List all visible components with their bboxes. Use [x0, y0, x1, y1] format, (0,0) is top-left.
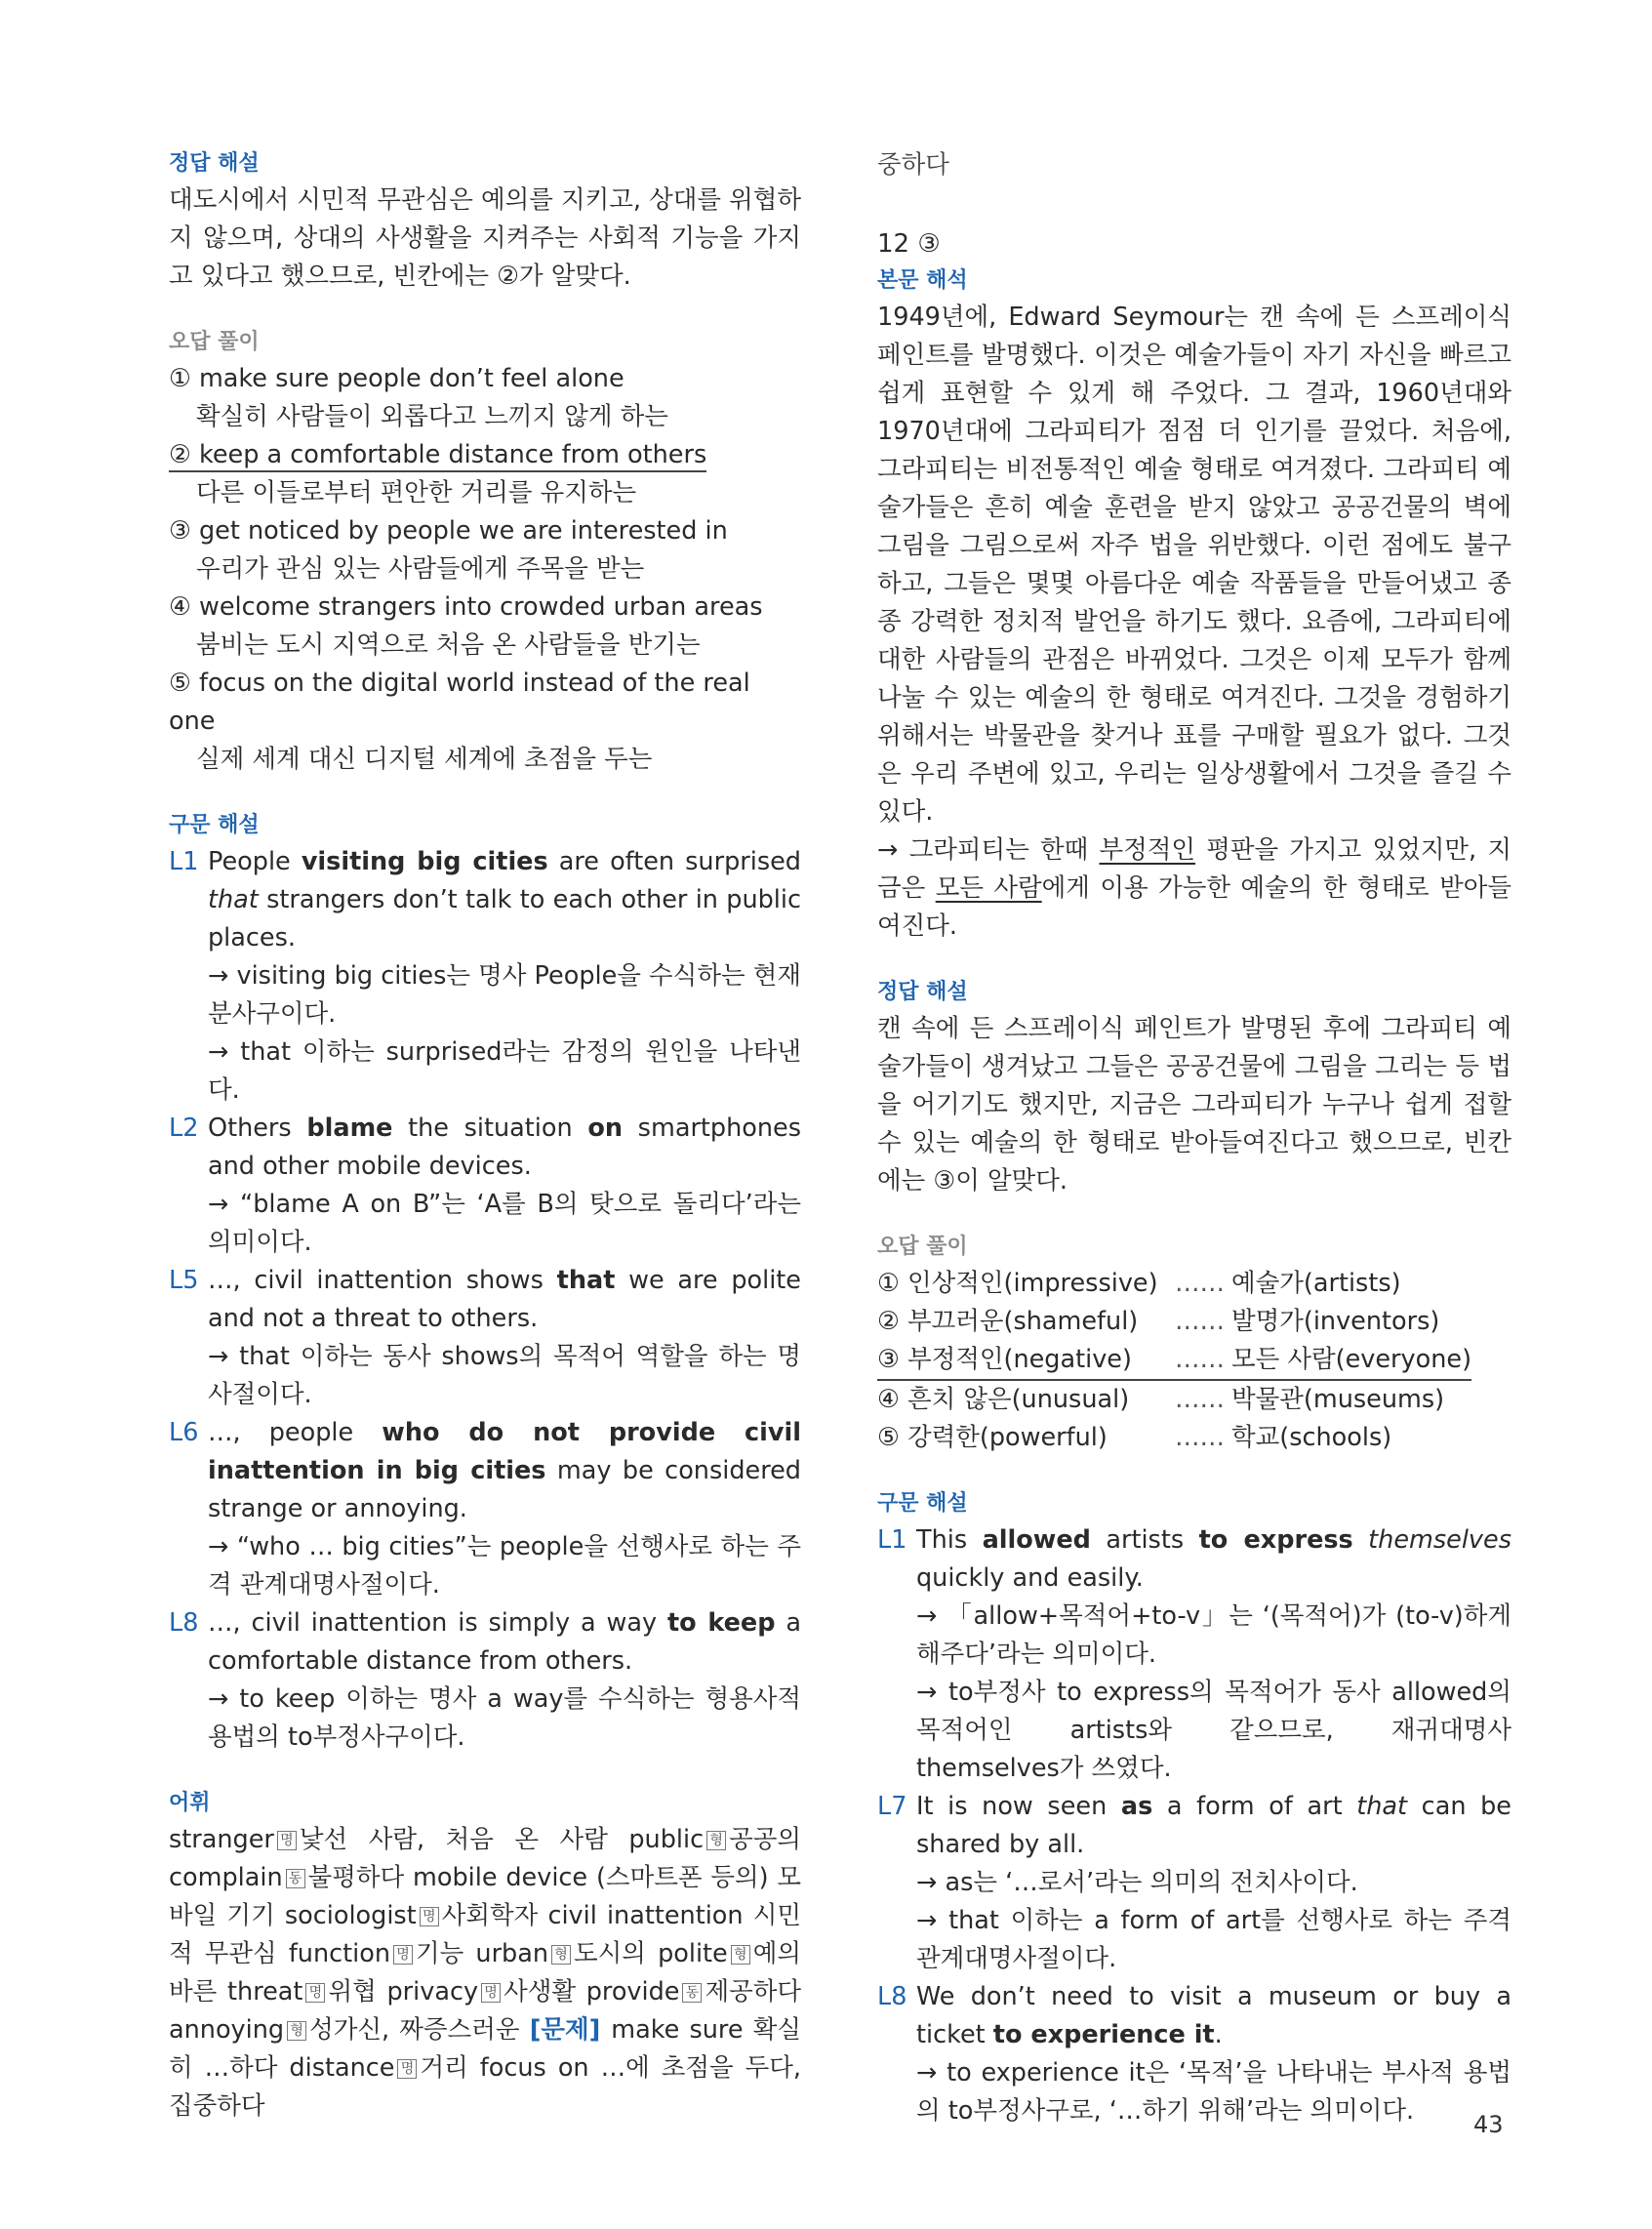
vocab-meaning: 성가신, 짜증스러운: [309, 2015, 520, 2045]
vocab-word: complain: [169, 1863, 283, 1892]
part-of-speech-mark: 명: [481, 1983, 501, 2003]
syntax-sentence: We don’t need to visit a museum or buy a ticket to experience it.: [916, 1982, 1511, 2049]
vocab-meaning: 공공의: [729, 1825, 801, 1854]
part-of-speech-mark: 명: [277, 1831, 297, 1850]
option-2-ko: 다른 이들로부터 편안한 거리를 유지하는: [196, 478, 637, 507]
vocab-word: focus on: [479, 2053, 589, 2083]
option-5-ko: 실제 세계 대신 디지털 세계에 초점을 두는: [196, 745, 653, 774]
part-of-speech-mark: 명: [393, 1945, 413, 1965]
answer-heading: 정답 해설: [169, 151, 260, 176]
option-5-en: ⑤ focus on the digital world instead of the real one: [169, 669, 750, 736]
line-tag: L1: [877, 1525, 907, 1555]
answer-heading: 정답 해설: [877, 980, 968, 1004]
line-tag: L2: [169, 1114, 199, 1143]
option-4-en: ④ welcome strangers into crowded urban areas: [169, 592, 763, 622]
line-tag: L6: [169, 1418, 199, 1447]
line-tag: L8: [877, 1982, 907, 2011]
vocab-word: annoying: [169, 2015, 285, 2045]
option-1-en: ① make sure people don’t feel alone: [169, 364, 625, 393]
syntax-note: → “who … big cities”는 people을 선행사로 하는 주격 관계대명사절이다.: [208, 1532, 801, 1600]
part-of-speech-mark: 형: [706, 1831, 726, 1850]
part-of-speech-mark: 동: [682, 1983, 702, 2003]
syntax-note: → “blame A on B”는 ‘A를 B의 탓으로 돌리다’라는 의미이다.: [208, 1190, 801, 1257]
vocab-word: urban: [475, 1939, 549, 1968]
answer-text: 대도시에서 시민적 무관심은 예의를 지키고, 상대를 위협하지 않으며, 상대의 사생활을 지켜주는 사회적 기능을 가지고 있다고 했으므로, 빈칸에는 ②가 알맞다.: [169, 185, 801, 291]
syntax-sentence: …, people who do not provide civil inattention in big cities may be considered strange or annoying.: [208, 1418, 801, 1523]
page-number: 43: [1473, 2111, 1504, 2138]
vocab-meaning: 도시의: [574, 1939, 646, 1968]
vocab-problem-tag: [문제]: [529, 2015, 612, 2045]
syntax-heading: 구문 해설: [169, 813, 260, 837]
part-of-speech-mark: 명: [305, 1983, 325, 2003]
vocab-heading: 어휘: [169, 1791, 211, 1815]
option-2-en: ② keep a comfortable distance from others: [169, 440, 706, 472]
vocab-word: mobile device: [413, 1863, 588, 1892]
syntax-sentence: This allowed artists to express themselves quickly and easily.: [916, 1525, 1511, 1593]
option-row: ② 부끄러운(shameful) …… 발명가(inventors): [877, 1307, 1440, 1336]
vocab-word: sociologist: [284, 1901, 417, 1930]
line-tag: L7: [877, 1792, 907, 1821]
body-text: 1949년에, Edward Seymour는 캔 속에 든 스프레이식 페인트를 발명했다. 이것은 예술가들이 자기 자신을 빠르고 쉽게 표현할 수 있게 해 주었다. 그 결과, 1960년대와 1970년대에 그라피티가 점점 더 인기를 끌었다. 처음에, 그라피티는 비전통적인 예술 형태로 여겨졌다. 그라피티 예술가들은 흔히 예술 훈련을 받지 않았고 공공건물의 벽에 그림을 그림으로써 자주 법을 위반했다. 이런 점에도 불구하고, 그들은 몇몇 아름다운 예술 작품들을 만들어냈고 종종 강력한 정치적 발언을 하기도 했다. 요즘에, 그라피티에 대한 사람들의 관점은 바뀌었다. 그것은 이제 모두가 함께 나눌 수 있는 예술의 한 형태로 여겨진다. 그것을 경험하기 위해서는 박물관을 찾거나 표를 구매할 필요가 없다. 그것은 우리 주변에 있고, 우리는 일상생활에서 그것을 즐길 수 있다.: [877, 303, 1511, 827]
vocab-meaning: 예의 바른: [169, 1939, 802, 2006]
vocab-meaning: (스마트폰 등의) 모바일 기기: [169, 1863, 802, 1930]
syntax-item-l8: [169, 1604, 801, 1757]
line-tag: L5: [169, 1266, 199, 1295]
syntax-note: → to부정사 to express의 목적어가 동사 allowed의 목적어인 artists와 같으므로, 재귀대명사 themselves가 쓰였다.: [916, 1678, 1511, 1783]
option-1-ko: 확실히 사람들이 외롭다고 느끼지 않게 하는: [196, 402, 668, 431]
part-of-speech-mark: 명: [397, 2059, 417, 2079]
syntax-note: → that 이하는 surprised라는 감정의 원인을 나타낸다.: [208, 1037, 801, 1105]
option-table: [877, 1265, 1471, 1457]
syntax-item-l1: [877, 1521, 1511, 1788]
part-of-speech-mark: 동: [286, 1869, 305, 1888]
right-column: [877, 146, 1511, 2130]
syntax-heading: 구문 해설: [877, 1491, 968, 1516]
syntax-note: → 「allow+목적어+to-v」는 ‘(목적어)가 (to-v)하게 해주다’라는 의미이다.: [916, 1601, 1511, 1669]
syntax-note: → as는 ‘…로서’라는 의미의 전치사이다.: [916, 1868, 1358, 1897]
syntax-item-l8: [877, 1978, 1511, 2130]
syntax-sentence: Others blame the situation on smartphones and other mobile devices.: [208, 1114, 802, 1181]
vocab-word: make sure: [611, 2015, 744, 2045]
vocab-word: privacy: [386, 1977, 479, 2006]
wrong-heading: 오답 풀이: [877, 1235, 968, 1259]
line-tag: L1: [169, 847, 199, 876]
vocab-meaning: 위협: [328, 1977, 377, 2006]
vocab-meaning: 제공하다: [705, 1977, 802, 2006]
summary-text: → 그라피티는 한때 부정적인 평판을 가지고 있었지만, 지금은 모든 사람에게 이용 가능한 예술의 한 형태로 받아들여진다.: [877, 835, 1512, 941]
syntax-note: → to keep 이하는 명사 a way를 수식하는 형용사적 용법의 to부정사구이다.: [208, 1684, 801, 1752]
vocab-meaning: 낯선 사람, 처음 온 사람: [299, 1825, 608, 1854]
part-of-speech-mark: 명: [420, 1907, 439, 1926]
vocab-word: polite: [658, 1939, 728, 1968]
syntax-note: → visiting big cities는 명사 People을 수식하는 현재분사구이다.: [208, 961, 801, 1029]
option-row-answer: ③ 부정적인(negative) …… 모든 사람(everyone): [877, 1341, 1471, 1380]
vocab-meaning: 시민적 무관심: [169, 1901, 801, 1968]
vocab-word: public: [628, 1825, 705, 1854]
syntax-item-l1: [169, 843, 801, 1110]
left-column: [169, 146, 801, 2126]
syntax-sentence: It is now seen as a form of art that can be shared by all.: [916, 1792, 1511, 1859]
vocab-meaning: 확실히 …하다: [169, 2015, 802, 2083]
syntax-sentence: People visiting big cities are often surprised that strangers don’t talk to each other in public places.: [208, 847, 801, 952]
part-of-speech-mark: 형: [287, 2021, 306, 2041]
option-list: [169, 360, 801, 779]
vocab-meaning: 불평하다: [307, 1863, 405, 1892]
syntax-item-l2: [169, 1110, 801, 1262]
option-3-ko: 우리가 관심 있는 사람들에게 주목을 받는: [196, 554, 645, 584]
syntax-note: → that 이하는 동사 shows의 목적어 역할을 하는 명사절이다.: [208, 1342, 801, 1409]
answer-text: 캔 속에 든 스프레이식 페인트가 발명된 후에 그라피티 예술가들이 생겨났고 그들은 공공건물에 그림을 그리는 등 법을 어기기도 했지만, 지금은 그라피티가 누구나 쉽게 접할 수 있는 예술의 한 형태로 받아들여진다고 했으므로, 빈칸에는 ③이 알맞다.: [877, 1014, 1511, 1196]
line-tag: L8: [169, 1608, 199, 1638]
vocab-meaning: 사생활: [504, 1977, 576, 2006]
vocab-word: provide: [585, 1977, 680, 2006]
vocab-meaning: 거리: [420, 2053, 468, 2083]
option-row: ① 인상적인(impressive) …… 예술가(artists): [877, 1269, 1401, 1298]
option-row: ⑤ 강력한(powerful) …… 학교(schools): [877, 1423, 1392, 1452]
syntax-item-l5: [169, 1262, 801, 1414]
syntax-item-l6: [169, 1414, 801, 1604]
option-3-en: ③ get noticed by people we are interested in: [169, 516, 728, 546]
vocab-meaning: 사회학자: [441, 1901, 539, 1930]
question-number: 12 ③: [877, 229, 941, 259]
syntax-sentence: …, civil inattention shows that we are polite and not a threat to others.: [208, 1266, 801, 1333]
vocab-word: distance: [289, 2053, 395, 2083]
part-of-speech-mark: 형: [551, 1945, 571, 1965]
vocab-meaning: …에 초점을 두다, 집중하다: [169, 2053, 802, 2121]
syntax-note: → that 이하는 a form of art를 선행사로 하는 주격 관계대명사절이다.: [916, 1906, 1511, 1973]
syntax-item-l7: [877, 1788, 1511, 1978]
prev-continuation: 중하다: [877, 150, 949, 180]
syntax-note: → to experience it은 ‘목적’을 나타내는 부사적 용법의 to부정사구로, ‘…하기 위해’라는 의미이다.: [916, 2058, 1511, 2126]
vocab-word: threat: [227, 1977, 303, 2006]
wrong-heading: 오답 풀이: [169, 330, 260, 354]
vocab-word: civil inattention: [547, 1901, 744, 1930]
vocab-word: stranger: [169, 1825, 274, 1854]
part-of-speech-mark: 형: [731, 1945, 750, 1965]
vocab-meaning: 기능: [415, 1939, 464, 1968]
body-heading: 본문 해석: [877, 268, 968, 293]
option-row: ④ 흔치 않은(unusual) …… 박물관(museums): [877, 1385, 1445, 1414]
syntax-sentence: …, civil inattention is simply a way to keep a comfortable distance from others.: [208, 1608, 802, 1676]
vocab-list: [169, 1821, 801, 2126]
option-4-ko: 붐비는 도시 지역으로 처음 온 사람들을 반기는: [196, 630, 701, 660]
vocab-word: function: [288, 1939, 390, 1968]
